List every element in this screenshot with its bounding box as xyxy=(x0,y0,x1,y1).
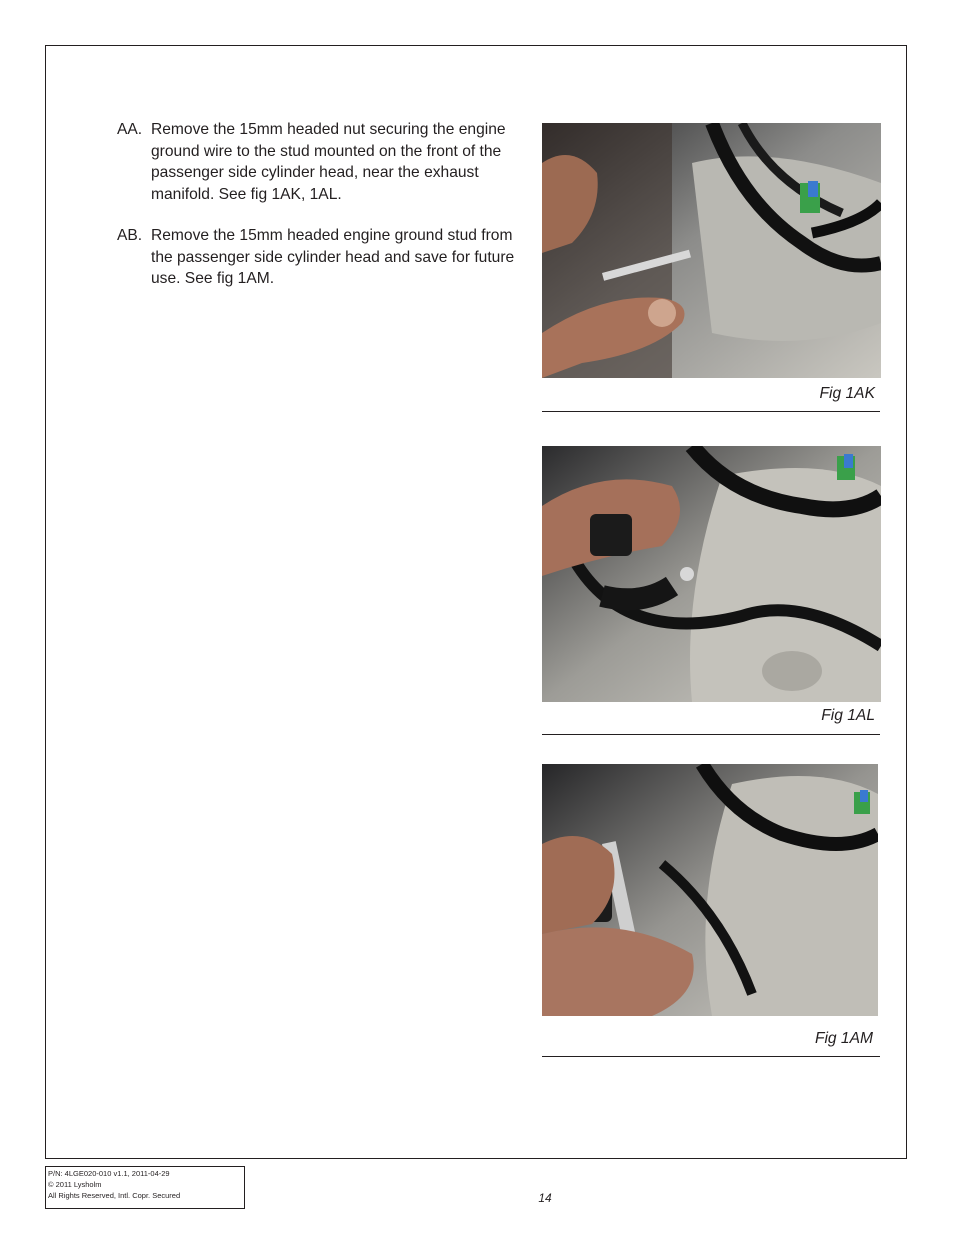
figure-1al-photo xyxy=(542,446,881,702)
copyright: © 2011 Lysholm xyxy=(48,1180,102,1189)
part-number: P/N: 4LGE020-010 v1.1, 2011-04-29 xyxy=(48,1169,170,1178)
figure-1am-caption: Fig 1AM xyxy=(814,1030,873,1047)
step-text: Remove the 15mm headed engine ground stud from the passenger side cylinder head and save for future use. See fig 1AM. xyxy=(151,227,515,288)
page-number: 14 xyxy=(538,1191,552,1205)
caption-rule xyxy=(542,734,880,735)
figure-1ak-photo xyxy=(542,123,881,378)
caption-rule xyxy=(542,1056,880,1057)
figure-1ak-caption: Fig 1AK xyxy=(819,385,875,402)
figure-1al-caption: Fig 1AL xyxy=(821,707,875,724)
step-label: AB. xyxy=(117,227,143,244)
rights-notice: All Rights Reserved, Intl. Copr. Secured xyxy=(48,1191,181,1200)
step-ab xyxy=(117,225,517,290)
step-text: Remove the 15mm headed nut securing the engine ground wire to the stud mounted on the front of the passenger side cylinder head, near the exhaust manifold. See fig 1AK, 1AL. xyxy=(151,121,506,204)
figure-1am-photo xyxy=(542,764,878,1016)
caption-rule xyxy=(542,411,880,412)
step-aa xyxy=(117,119,517,206)
step-label: AA. xyxy=(117,121,143,138)
footer-info-box xyxy=(45,1166,245,1209)
